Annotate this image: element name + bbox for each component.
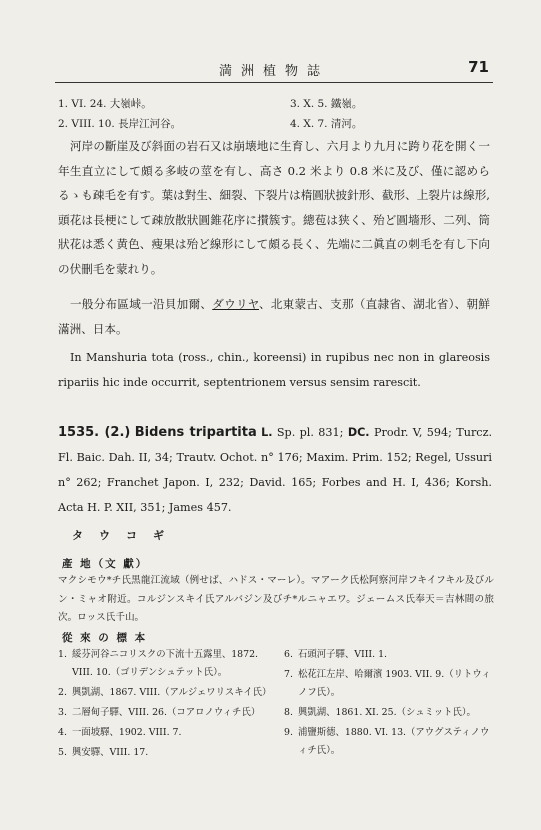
distribution-text-after: 、北東蒙古、支那（直隷省、湖北省）、朝鮮滿洲、日本。 [58, 297, 490, 336]
specimen-text: 一面坡驛、1902. VIII. 7. [72, 727, 182, 738]
specimen-number: 4. [58, 727, 67, 738]
locality-text: マクシモウ*チ氏黒龍江流域（例せば、ハドス・マーレ）。マアーク氏松阿察河岸フキイフキル及びルン・ミャオ附近。コルジンスキイ氏アルバジン及びチ*ルニャエワ。ジェームス氏奉天＝吉林間の旅次。ロッス氏千山。 [58, 575, 494, 623]
list-item: 1. VI. 24. 大嶺峠。 [58, 98, 152, 110]
species-author: L. [261, 426, 273, 439]
specimen-text: 二層甸子驛、VIII. 26.（コアロノウィチ氏） [72, 707, 261, 718]
list-item: 3. X. 5. 鐵嶺。 [290, 98, 363, 110]
list-row [58, 96, 488, 116]
specimen-item [284, 646, 494, 664]
page-number: 71 [468, 58, 489, 76]
specimens-heading: 從 來 の 標 本 [62, 632, 148, 644]
species-ref-first: Sp. pl. 831; [276, 426, 344, 439]
species-dc: DC. [347, 426, 370, 439]
specimen-number: 9. [284, 727, 293, 738]
locality-list [58, 96, 488, 136]
distribution-place-underlined: ダウリヤ [212, 297, 259, 311]
specimen-text: 松花江左岸、哈爾濱 1903. VII. 9.（リトウィノフ氏）。 [298, 669, 491, 698]
specimen-number: 2. [58, 687, 67, 698]
specimen-item [284, 666, 494, 702]
specimen-item [58, 744, 276, 762]
specimen-text: 石頭河子驛、VIII. 1. [298, 649, 388, 660]
specimen-item [58, 684, 276, 702]
specimen-text: 興凱湖、1867. VIII.（アルジェワリスキイ氏） [72, 687, 272, 698]
specimen-number: 1. [58, 649, 67, 660]
specimen-number: 8. [284, 707, 293, 718]
latin-paragraph: In Manshuria tota (ross., chin., koreensi) in rupibus nec non in glareosis ripariis hic inde occurrit, septentrionem versus sensim rarescit. [58, 351, 490, 389]
species-number: 1535. (2.) [58, 425, 131, 440]
header-title: 満洲植物誌 [218, 64, 329, 79]
list-item: 4. X. 7. 清河。 [290, 118, 363, 130]
specimens-column-left [58, 646, 276, 764]
distribution-text-before: 一般分布區域一沿貝加爾、 [70, 297, 213, 311]
list-row [58, 116, 488, 136]
running-header [55, 56, 493, 83]
specimen-number: 3. [58, 707, 67, 718]
specimens-column-right [284, 646, 494, 762]
specimen-item [58, 704, 276, 722]
species-references: Prodr. V, 594; Turcz. Fl. Baic. Dah. II, 34; Trautv. Ochot. n° 176; Maxim. Prim. 152; Regel, Ussuri n° 262; Franchet Japon. I, 232; David. 165; Forbes and H. I, 436; Korsh. Acta H. P. XII, 351; James 457. [58, 426, 493, 514]
specimen-text: 興凱湖、1861. XI. 25.（シュミット氏）。 [298, 707, 476, 718]
specimen-number: 5. [58, 747, 67, 758]
japanese-name: タウコギ [72, 529, 180, 542]
locality-heading: 產 地（文 獻） [62, 558, 149, 570]
description-paragraph: 河岸の斷崖及び斜面の岩石又は崩壊地に生育し、六月より九月に跨り花を開く一年生直立にして頗る多岐の莖を有し、高さ 0.2 米より 0.8 米に及び、僅に認めらるゝも疎毛を有す。葉は對生、細裂、下裂片は楕圓狀披針形、截形、上裂片は線形,頭花は長梗にして疎放散狀圓錐花序に攅簇す。總苞は狭く、殆ど圓墻形、二列、筒狀花は悉く黄色、瘦果は殆ど線形にして頗る長く、先端に二眞直の刺毛を有し下向の伏刪毛を蒙れり。 [58, 139, 490, 276]
specimen-text: 興安驛、VIII. 17. [72, 747, 149, 758]
specimen-item [284, 724, 494, 760]
specimen-text: 綏芬河谷ニコリスクの下流十五露里、1872. VIII. 10.（ゴリデンシュテット氏）。 [72, 649, 259, 678]
list-item: 2. VIII. 10. 長岸江河谷。 [58, 118, 182, 130]
specimen-item [58, 724, 276, 742]
distribution-paragraph [58, 292, 490, 341]
species-entry [58, 420, 492, 520]
specimen-number: 6. [284, 649, 293, 660]
species-binomial: Bidens tripartita [134, 425, 257, 440]
specimen-item [284, 704, 494, 722]
specimen-text: 浦鹽斯德、1880. VI. 13.（アウグスティノウィチ氏）。 [298, 727, 490, 756]
specimen-item [58, 646, 276, 682]
specimen-number: 7. [284, 669, 293, 680]
